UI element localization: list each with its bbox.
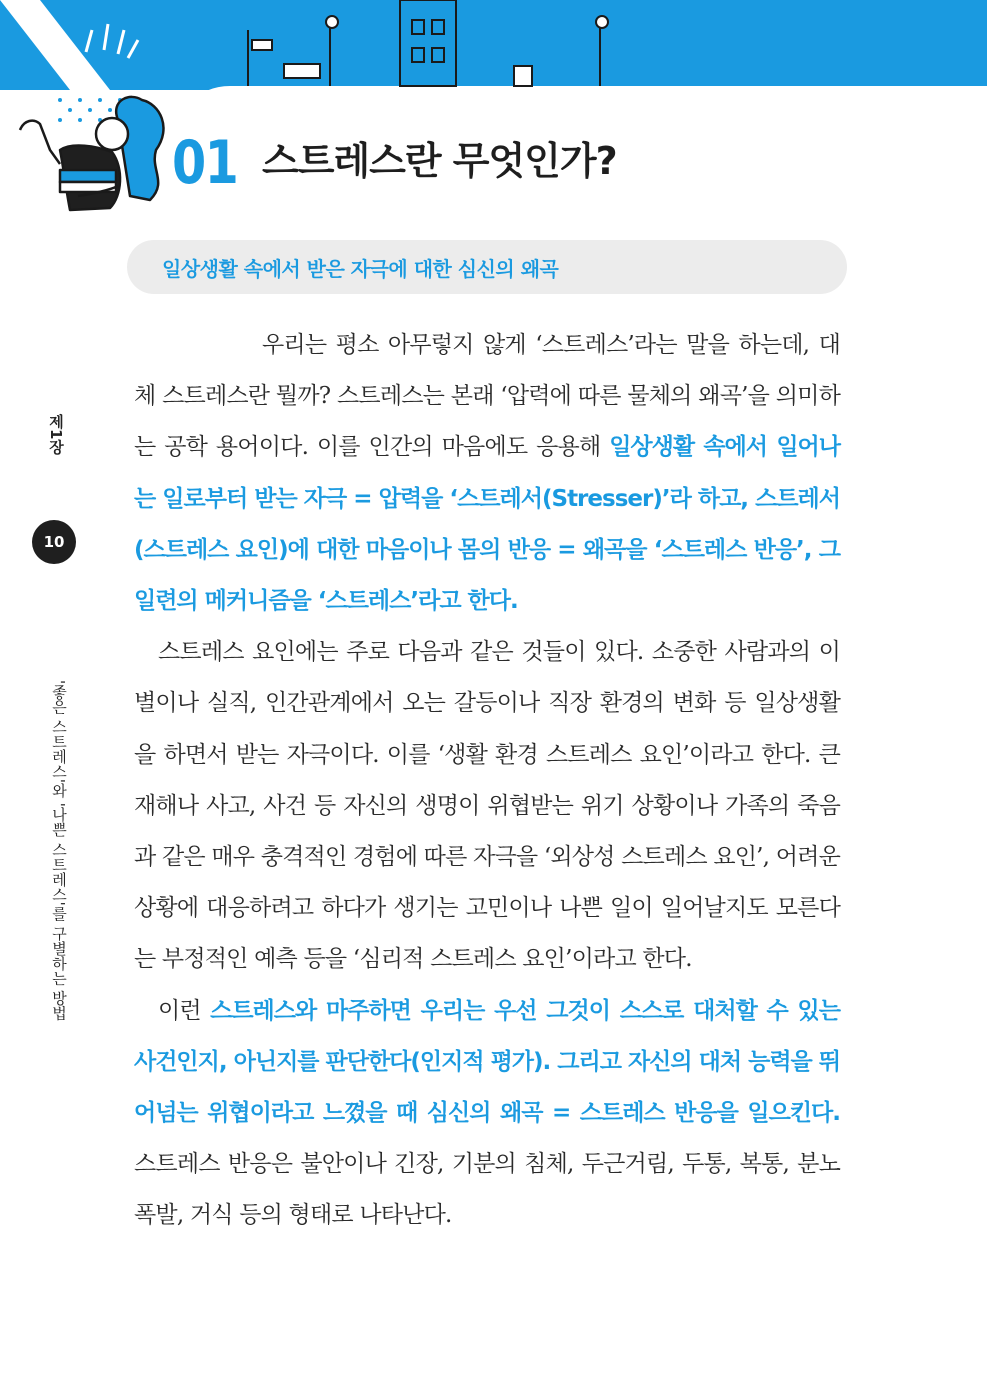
chapter-number: 01 <box>172 128 238 198</box>
body-text-span: 이런 <box>158 997 211 1024</box>
chapter-title: 스트레스란 무엇인가? <box>262 139 617 183</box>
paragraph <box>134 986 840 1242</box>
subtitle-pill <box>127 240 847 294</box>
highlight-text: 일상생활 속에서 일어나는 일로부터 받는 자극 = 압력을 ‘스트레서(Stresser)’라 하고, 스트레서(스트레스 요인)에 대한 마음이나 몸의 반응 = 왜곡을 ‘스트레스 반응’, 그 일련의 메커니즘을 ‘스트레스’라고 한다. <box>134 434 840 615</box>
paragraph <box>134 320 840 627</box>
body-text <box>134 320 840 1242</box>
banner-stripe <box>0 0 110 90</box>
paragraph: 스트레스 요인에는 주로 다음과 같은 것들이 있다. 소중한 사람과의 이별이나 실직, 인간관계에서 오는 갈등이나 직장 환경의 변화 등 일상생활을 하면서 받는 자극이다. 이를 ‘생활 환경 스트레스 요인’이라고 한다. 큰 재해나 사고, 사건 등 자신의 생명이 위협받는 위기 상황이나 가족의 죽음과 같은 매우 충격적인 경험에 따른 자극을 ‘외상성 스트레스 요인’, 어려운 상황에 대응하려고 하다가 생기는 고민이나 나쁜 일이 일어날지도 모른다는 부정적인 예측 등을 ‘심리적 스트레스 요인’이라고 한다. <box>134 639 840 973</box>
spark-lines <box>86 24 138 58</box>
body-text-span: 스트레스 반응은 불안이나 긴장, 기분의 침체, 두근거림, 두통, 복통, 분노 폭발, 거식 등의 형태로 나타난다. <box>134 1151 840 1229</box>
side-book-title: '좋은 스트레스'와 '나쁜 스트레스'를 구별하는 방법 <box>50 680 68 1021</box>
subtitle: 일상생활 속에서 받은 자극에 대한 심신의 왜곡 <box>162 257 559 281</box>
woman-figure <box>20 97 163 210</box>
body-text-span: 우리는 평소 아무렇지 않게 ‘스트레스’라는 말을 하는데, 대체 스트레스란 뭘까? 스트레스는 본래 ‘압력에 따른 물체의 왜곡’을 의미하는 공학 용어이다. 이를 인간의 마음에도 응용해 <box>134 332 840 461</box>
reading-woman-illustration <box>0 0 987 230</box>
highlight-text: 스트레스와 마주하면 우리는 우선 그것이 스스로 대처할 수 있는 사건인지, 아닌지를 판단한다(인지적 평가). 그리고 자신의 대처 능력을 뛰어넘는 위협이라고 느꼈을 때 심신의 왜곡 = 스트레스 반응을 일으킨다. <box>134 997 840 1127</box>
side-chapter-label: 제1장 <box>47 414 65 455</box>
page-number-badge: 10 <box>32 520 76 564</box>
street-scene <box>248 0 608 86</box>
